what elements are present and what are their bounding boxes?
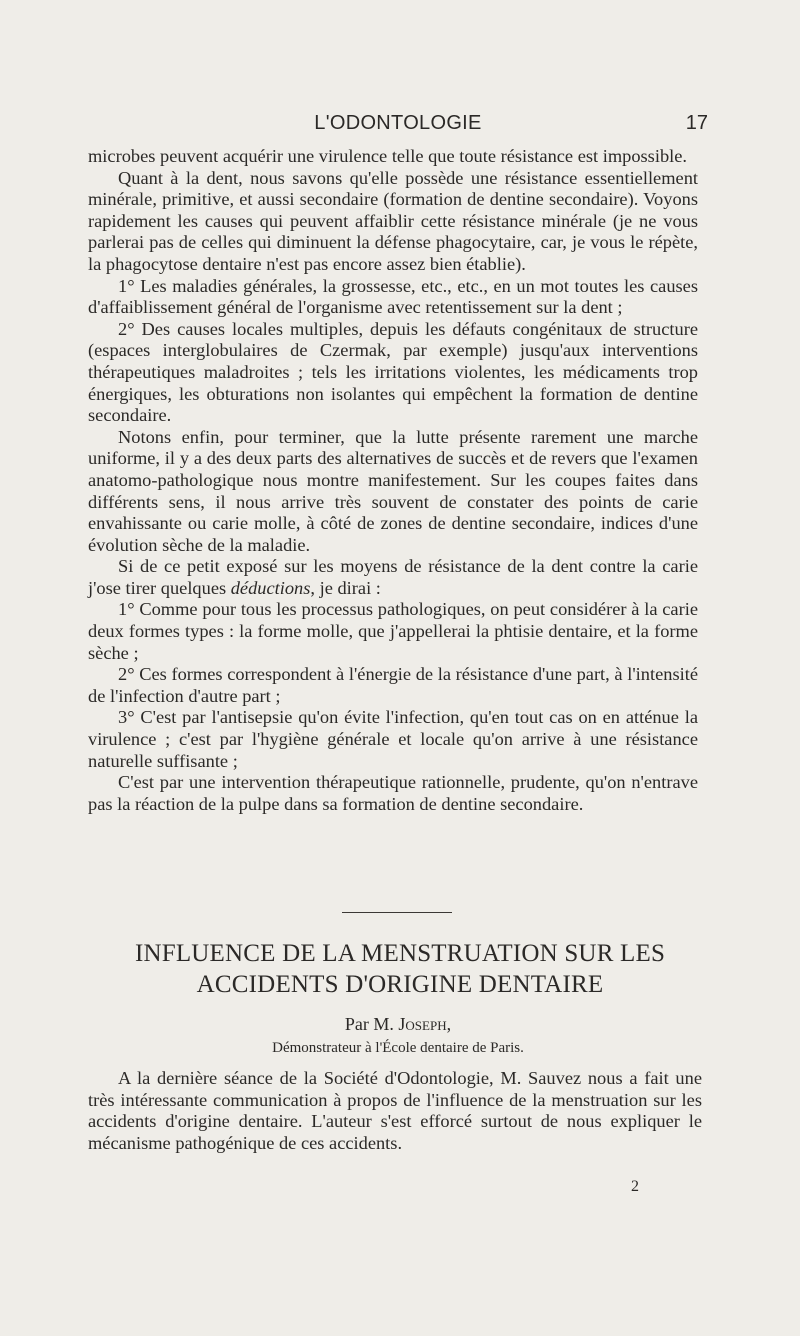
byline-prefix: Par M. [344, 1014, 399, 1034]
byline [88, 1014, 708, 1035]
paragraph: 2° Des causes locales multiples, depuis les défauts congénitaux de structure (espaces interglobulaires de Czermak, par exemple) jusqu'aux interventions thérapeutiques maladroites ; tels les irritations violentes, les médicaments trop énergiques, les obturations non isolantes qui empêchent la formation de dentine secondaire. [88, 318, 698, 426]
paragraph-text: , je dirai : [310, 577, 381, 598]
running-header [88, 112, 708, 136]
body-text [88, 146, 698, 815]
page-number: 17 [685, 112, 708, 134]
paragraph: Notons enfin, pour terminer, que la lutte présente rarement une marche uniforme, il y a des deux parts des alternatives de succès et de revers que l'examen anatomo-pathologique nous montre manifestement. Sur les coupes faites dans différents sens, il nous arrive très souvent de constater des points de carie envahissante ou carie molle, à côté de zones de dentine secondaire, indices d'une évolution sèche de la maladie. [88, 426, 698, 555]
running-title: L'ODONTOLOGIE [314, 112, 482, 134]
paragraph: 3° C'est par l'antisepsie qu'on évite l'infection, qu'en tout cas on en atténue la virulence ; c'est par l'hygiène générale et locale qu'on arrive à une résistance naturelle suffisante ; [88, 707, 698, 771]
paragraph: A la dernière séance de la Société d'Odontologie, M. Sauvez nous a fait une très intéressante communication à propos de l'influence de la menstruation sur les accidents d'origine dentaire. L'auteur s'est efforcé surtout de nous expliquer le mécanisme pathogénique de ces accidents. [88, 1068, 702, 1153]
paragraph-deductions [88, 556, 698, 599]
paragraph: 1° Comme pour tous les processus pathologiques, on peut considérer à la carie deux formes types : la forme molle, que j'appellerai la phtisie dentaire, et la forme sèche ; [88, 599, 698, 663]
author-affiliation: Démonstrateur à l'École dentaire de Paris. [272, 1040, 524, 1056]
article-body [88, 1068, 702, 1154]
article-title: INFLUENCE DE LA MENSTRUATION SUR LES ACCIDENTS D'ORIGINE DENTAIRE [134, 940, 666, 998]
paragraph: 1° Les maladies générales, la grossesse, etc., etc., en un mot toutes les causes d'affaiblissement général de l'organisme avec retentissement sur la dent ; [88, 275, 698, 318]
section-divider [342, 912, 452, 913]
emphasis-deductions: déductions [230, 577, 311, 598]
paragraph-text: Si de ce petit exposé sur les moyens de résistance de la dent contre la carie j'ose tirer quelques [88, 556, 698, 598]
paragraph: Quant à la dent, nous savons qu'elle possède une résistance essentiellement minérale, primitive, et aussi secondaire (formation de dentine secondaire). Voyons rapidement les causes qui peuvent affaiblir cette résistance minérale (je ne vous parlerai pas de celles qui diminuent la défense phagocytaire, car, je vous le répète, la phagocytose dentaire n'est pas encore assez bien établie). [88, 167, 698, 274]
signature-mark: 2 [631, 1178, 639, 1195]
paragraph: 2° Ces formes correspondent à l'énergie de la résistance d'une part, à l'intensité de l'infection d'autre part ; [88, 664, 698, 706]
paragraph: C'est par une intervention thérapeutique rationnelle, prudente, qu'on n'entrave pas la réaction de la pulpe dans sa formation de dentine secondaire. [88, 772, 698, 814]
author-name: Joseph, [398, 1014, 452, 1034]
paragraph: microbes peuvent acquérir une virulence telle que toute résistance est impossible. [88, 146, 688, 166]
